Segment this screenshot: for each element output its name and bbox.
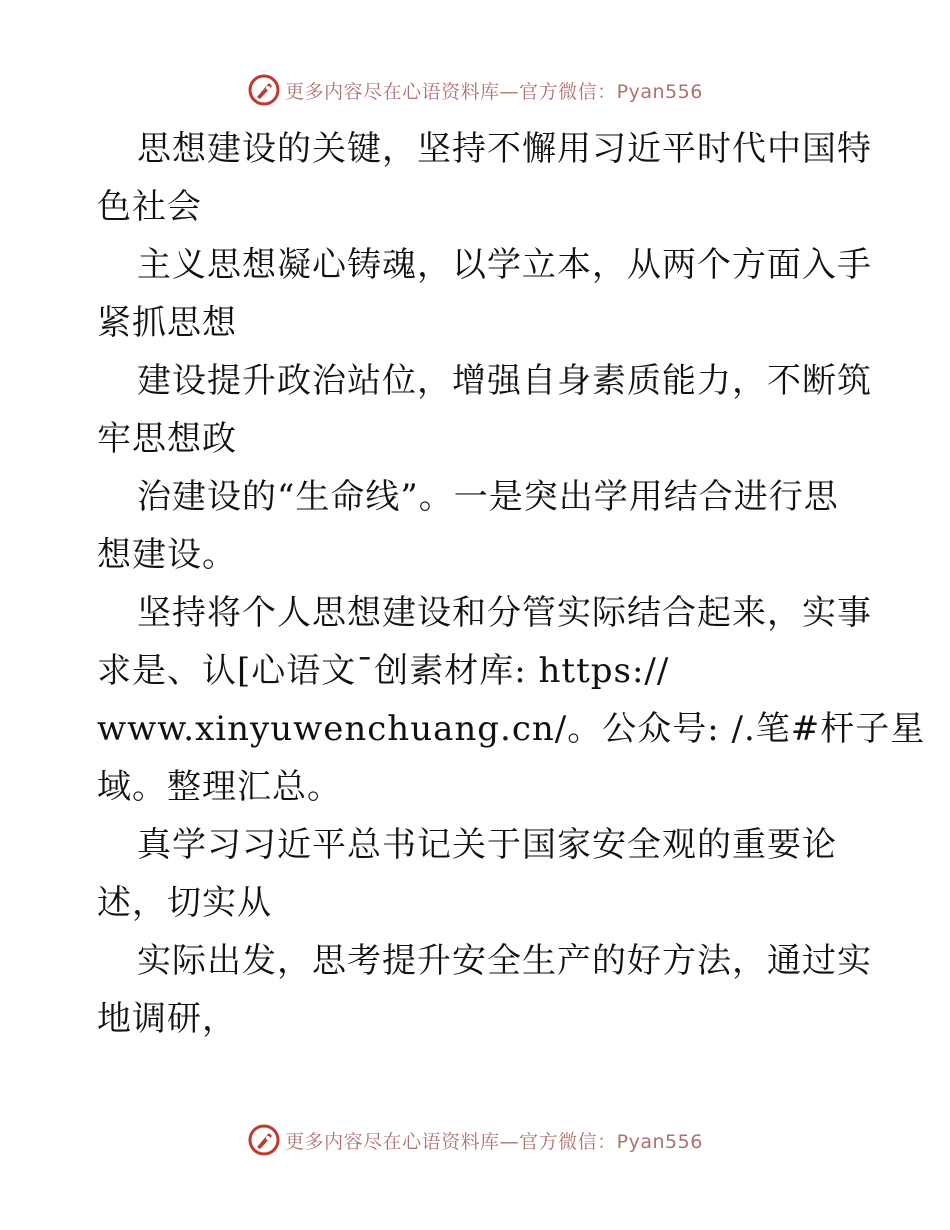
footer-banner-text[interactable]: 更多内容尽在心语资料库—官方微信：Pyan556 xyxy=(285,1130,703,1153)
text-line: 地调研， xyxy=(97,999,237,1039)
text-line: 想建设。 xyxy=(97,535,237,575)
document-body xyxy=(97,120,926,1048)
text-line: 主义思想凝心铸魂，以学立本，从两个方面入手 xyxy=(137,245,872,285)
pen-nib-logo-icon xyxy=(247,73,281,107)
text-line: 述，切实从 xyxy=(97,883,272,923)
text-line: 实际出发，思考提升安全生产的好方法，通过实 xyxy=(137,941,872,981)
pen-nib-logo-icon xyxy=(247,1123,281,1157)
text-line: 域。整理汇总。 xyxy=(97,767,342,807)
footer-banner xyxy=(0,1120,950,1160)
text-line: 治建设的“生命线”。一是突出学用结合进行思 xyxy=(137,477,839,517)
text-line: 真学习习近平总书记关于国家安全观的重要论 xyxy=(137,825,837,865)
text-line: 坚持将个人思想建设和分管实际结合起来，实事 xyxy=(137,593,872,633)
text-line: 思想建设的关键，坚持不懈用习近平时代中国特 xyxy=(137,129,872,169)
text-line: 建设提升政治站位，增强自身素质能力，不断筑 xyxy=(137,361,872,401)
text-line: 求是、认[心语文¯创素材库: https:// xyxy=(97,651,670,691)
text-line: 色社会 xyxy=(97,187,202,227)
text-line: 紧抓思想 xyxy=(97,303,237,343)
text-line: 牢思想政 xyxy=(97,419,237,459)
header-banner-text[interactable]: 更多内容尽在心语资料库—官方微信：Pyan556 xyxy=(285,80,703,103)
header-banner xyxy=(0,70,950,110)
text-line: www.xinyuwenchuang.cn/。公众号: /.笔#杆子星 xyxy=(97,709,926,749)
